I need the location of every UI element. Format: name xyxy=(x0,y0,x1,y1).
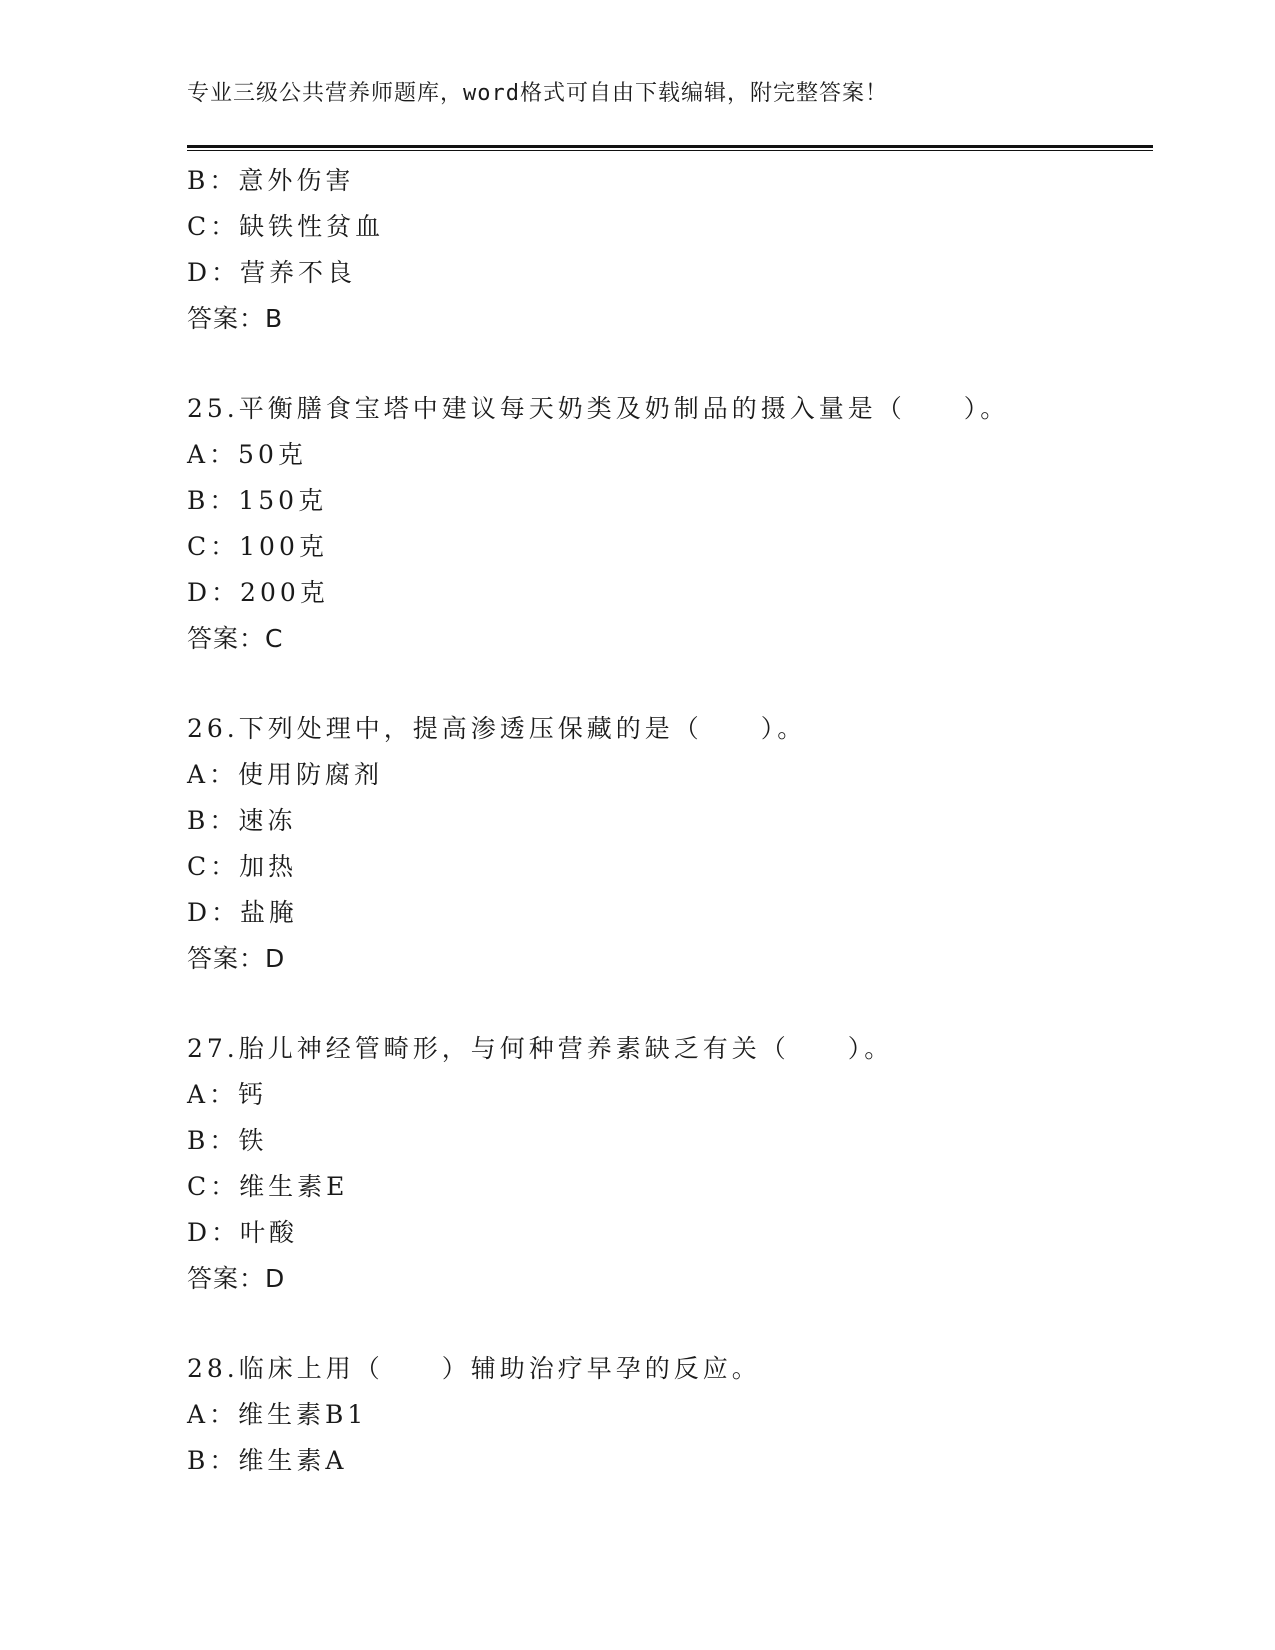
header-rule-thin xyxy=(187,150,1153,151)
question-28: 28.临床上用（ ）辅助治疗早孕的反应。 xyxy=(187,1354,761,1383)
option-d: D：叶酸 xyxy=(187,1218,299,1247)
option-b: B：维生素A xyxy=(187,1446,348,1475)
question-list xyxy=(187,158,1153,1484)
option-d: D：200克 xyxy=(187,578,329,607)
question-26: 26.下列处理中，提高渗透压保藏的是（ ）。 xyxy=(187,714,807,743)
page-header: 专业三级公共营养师题库，word格式可自由下载编辑，附完整答案！ xyxy=(187,81,888,106)
option-b: B：速冻 xyxy=(187,806,297,835)
option-c: C：维生素E xyxy=(187,1172,349,1201)
answer: 答案：B xyxy=(187,304,284,333)
answer: 答案：C xyxy=(187,624,284,653)
answer: 答案：D xyxy=(187,944,286,973)
option-b: B：意外伤害 xyxy=(187,166,355,195)
option-b: B：铁 xyxy=(187,1126,268,1155)
option-b: B：150克 xyxy=(187,486,328,515)
option-c: C：缺铁性贫血 xyxy=(187,212,385,241)
option-a: A：使用防腐剂 xyxy=(187,760,384,789)
answer: 答案：D xyxy=(187,1264,286,1293)
question-27: 27.胎儿神经管畸形，与何种营养素缺乏有关（ ）。 xyxy=(187,1034,894,1063)
option-a: A：维生素B1 xyxy=(187,1400,368,1429)
option-a: A：钙 xyxy=(187,1080,268,1109)
option-a: A：50克 xyxy=(187,440,307,469)
header-rule xyxy=(187,145,1153,148)
option-d: D：盐腌 xyxy=(187,898,299,927)
question-25: 25.平衡膳食宝塔中建议每天奶类及奶制品的摄入量是（ ）。 xyxy=(187,394,1010,423)
option-d: D：营养不良 xyxy=(187,258,357,287)
option-c: C：加热 xyxy=(187,852,298,881)
option-c: C：100克 xyxy=(187,532,328,561)
